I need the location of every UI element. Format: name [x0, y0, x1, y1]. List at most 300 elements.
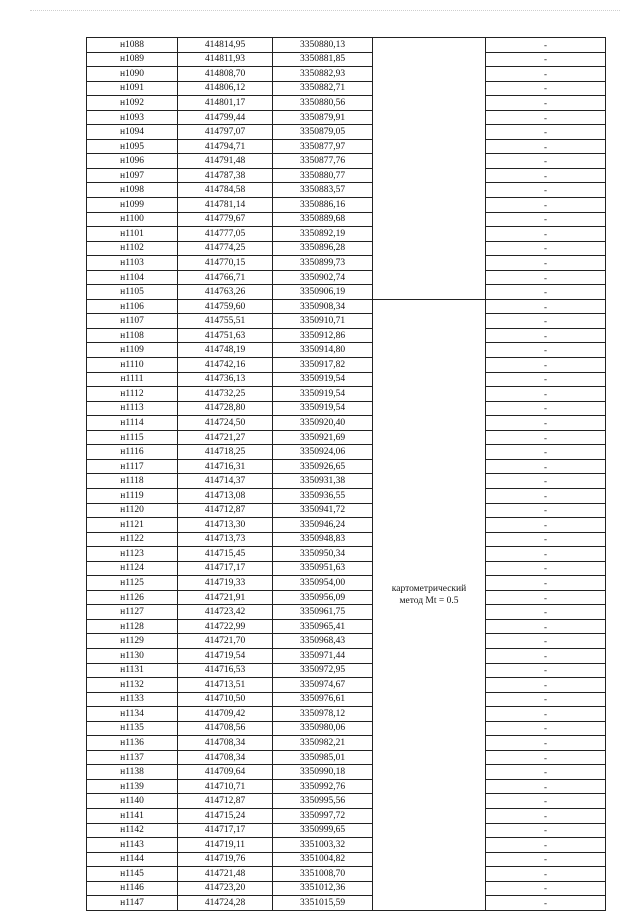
y-coordinate-cell: 3350899,73: [273, 256, 373, 271]
y-coordinate-cell: 3350877,76: [273, 154, 373, 169]
table-row: [87, 779, 606, 794]
accuracy-cell: -: [486, 81, 606, 96]
y-coordinate-cell: 3350936,55: [273, 488, 373, 503]
accuracy-cell: -: [486, 38, 606, 53]
point-id-cell: н1102: [87, 241, 178, 256]
table-row: [87, 430, 606, 445]
x-coordinate-cell: 414708,34: [178, 750, 273, 765]
accuracy-cell: -: [486, 576, 606, 591]
method-cell-empty: [373, 38, 486, 300]
table-row: [87, 401, 606, 416]
accuracy-cell: -: [486, 678, 606, 693]
table-row: [87, 139, 606, 154]
y-coordinate-cell: 3350906,19: [273, 285, 373, 300]
accuracy-cell: -: [486, 387, 606, 402]
point-id-cell: н1143: [87, 838, 178, 853]
table-row: [87, 823, 606, 838]
accuracy-cell: -: [486, 343, 606, 358]
y-coordinate-cell: 3350948,83: [273, 532, 373, 547]
y-coordinate-cell: 3350972,95: [273, 663, 373, 678]
accuracy-cell: -: [486, 270, 606, 285]
y-coordinate-cell: 3350912,86: [273, 328, 373, 343]
accuracy-cell: -: [486, 736, 606, 751]
table-row: [87, 750, 606, 765]
y-coordinate-cell: 3350982,21: [273, 736, 373, 751]
point-id-cell: н1106: [87, 299, 178, 314]
accuracy-cell: -: [486, 605, 606, 620]
accuracy-cell: -: [486, 808, 606, 823]
y-coordinate-cell: 3351015,59: [273, 896, 373, 911]
y-coordinate-cell: 3350920,40: [273, 416, 373, 431]
point-id-cell: н1119: [87, 488, 178, 503]
accuracy-cell: -: [486, 299, 606, 314]
y-coordinate-cell: 3350992,76: [273, 779, 373, 794]
table-row: [87, 488, 606, 503]
point-id-cell: н1145: [87, 867, 178, 882]
point-id-cell: н1122: [87, 532, 178, 547]
point-id-cell: н1129: [87, 634, 178, 649]
point-id-cell: н1095: [87, 139, 178, 154]
y-coordinate-cell: 3350882,93: [273, 67, 373, 82]
point-id-cell: н1124: [87, 561, 178, 576]
point-id-cell: н1146: [87, 881, 178, 896]
y-coordinate-cell: 3350950,34: [273, 547, 373, 562]
point-id-cell: н1142: [87, 823, 178, 838]
table-row: [87, 212, 606, 227]
method-description: картометрический метод Mt = 0.5: [391, 583, 467, 606]
accuracy-cell: -: [486, 779, 606, 794]
point-id-cell: н1092: [87, 96, 178, 111]
point-id-cell: н1135: [87, 721, 178, 736]
point-id-cell: н1111: [87, 372, 178, 387]
point-id-cell: н1103: [87, 256, 178, 271]
y-coordinate-cell: 3350931,38: [273, 474, 373, 489]
accuracy-cell: -: [486, 838, 606, 853]
point-id-cell: н1089: [87, 52, 178, 67]
accuracy-cell: -: [486, 241, 606, 256]
x-coordinate-cell: 414713,30: [178, 518, 273, 533]
accuracy-cell: -: [486, 823, 606, 838]
x-coordinate-cell: 414748,19: [178, 343, 273, 358]
point-id-cell: н1100: [87, 212, 178, 227]
table-row: [87, 270, 606, 285]
accuracy-cell: -: [486, 154, 606, 169]
y-coordinate-cell: 3350917,82: [273, 358, 373, 373]
table-row: [87, 81, 606, 96]
y-coordinate-cell: 3350877,97: [273, 139, 373, 154]
y-coordinate-cell: 3351004,82: [273, 852, 373, 867]
x-coordinate-cell: 414742,16: [178, 358, 273, 373]
accuracy-cell: -: [486, 488, 606, 503]
y-coordinate-cell: 3350990,18: [273, 765, 373, 780]
point-id-cell: н1136: [87, 736, 178, 751]
accuracy-cell: -: [486, 110, 606, 125]
table-row: [87, 241, 606, 256]
x-coordinate-cell: 414799,44: [178, 110, 273, 125]
table-row: [87, 125, 606, 140]
x-coordinate-cell: 414787,38: [178, 168, 273, 183]
x-coordinate-cell: 414724,28: [178, 896, 273, 911]
y-coordinate-cell: 3350886,16: [273, 198, 373, 213]
table-row: [87, 328, 606, 343]
accuracy-cell: -: [486, 561, 606, 576]
point-id-cell: н1132: [87, 678, 178, 693]
table-row: [87, 765, 606, 780]
accuracy-cell: -: [486, 648, 606, 663]
accuracy-cell: -: [486, 459, 606, 474]
point-id-cell: н1134: [87, 707, 178, 722]
accuracy-cell: -: [486, 285, 606, 300]
y-coordinate-cell: 3350880,13: [273, 38, 373, 53]
y-coordinate-cell: 3350914,80: [273, 343, 373, 358]
x-coordinate-cell: 414721,27: [178, 430, 273, 445]
point-id-cell: н1113: [87, 401, 178, 416]
accuracy-cell: -: [486, 765, 606, 780]
x-coordinate-cell: 414759,60: [178, 299, 273, 314]
table-row: [87, 663, 606, 678]
point-id-cell: н1133: [87, 692, 178, 707]
table-row: [87, 416, 606, 431]
x-coordinate-cell: 414713,51: [178, 678, 273, 693]
x-coordinate-cell: 414719,76: [178, 852, 273, 867]
table-row: [87, 721, 606, 736]
accuracy-cell: -: [486, 430, 606, 445]
x-coordinate-cell: 414736,13: [178, 372, 273, 387]
accuracy-cell: -: [486, 474, 606, 489]
accuracy-cell: -: [486, 401, 606, 416]
point-id-cell: н1140: [87, 794, 178, 809]
point-id-cell: н1125: [87, 576, 178, 591]
accuracy-cell: -: [486, 416, 606, 431]
point-id-cell: н1130: [87, 648, 178, 663]
point-id-cell: н1088: [87, 38, 178, 53]
point-id-cell: н1123: [87, 547, 178, 562]
table-row: [87, 634, 606, 649]
x-coordinate-cell: 414709,42: [178, 707, 273, 722]
x-coordinate-cell: 414724,50: [178, 416, 273, 431]
x-coordinate-cell: 414755,51: [178, 314, 273, 329]
x-coordinate-cell: 414781,14: [178, 198, 273, 213]
x-coordinate-cell: 414784,58: [178, 183, 273, 198]
point-id-cell: н1138: [87, 765, 178, 780]
x-coordinate-cell: 414777,05: [178, 227, 273, 242]
x-coordinate-cell: 414801,17: [178, 96, 273, 111]
table-row: [87, 576, 606, 591]
y-coordinate-cell: 3350879,05: [273, 125, 373, 140]
x-coordinate-cell: 414712,87: [178, 503, 273, 518]
table-row: [87, 343, 606, 358]
x-coordinate-cell: 414797,07: [178, 125, 273, 140]
table-row: [87, 867, 606, 882]
y-coordinate-cell: 3351012,36: [273, 881, 373, 896]
point-id-cell: н1094: [87, 125, 178, 140]
method-cell: [373, 299, 486, 910]
point-id-cell: н1118: [87, 474, 178, 489]
point-id-cell: н1093: [87, 110, 178, 125]
table-row: [87, 256, 606, 271]
accuracy-cell: -: [486, 663, 606, 678]
table-row: [87, 518, 606, 533]
point-id-cell: н1117: [87, 459, 178, 474]
x-coordinate-cell: 414713,73: [178, 532, 273, 547]
table-row: [87, 168, 606, 183]
point-id-cell: н1141: [87, 808, 178, 823]
accuracy-cell: -: [486, 198, 606, 213]
y-coordinate-cell: 3350926,65: [273, 459, 373, 474]
y-coordinate-cell: 3350974,67: [273, 678, 373, 693]
y-coordinate-cell: 3350892,19: [273, 227, 373, 242]
table-row: [87, 285, 606, 300]
y-coordinate-cell: 3350881,85: [273, 52, 373, 67]
point-id-cell: н1131: [87, 663, 178, 678]
accuracy-cell: -: [486, 96, 606, 111]
point-id-cell: н1105: [87, 285, 178, 300]
y-coordinate-cell: 3350997,72: [273, 808, 373, 823]
table-row: [87, 227, 606, 242]
y-coordinate-cell: 3350999,65: [273, 823, 373, 838]
scan-header-noise: [30, 10, 620, 14]
table-row: [87, 590, 606, 605]
accuracy-cell: -: [486, 634, 606, 649]
y-coordinate-cell: 3351003,32: [273, 838, 373, 853]
x-coordinate-cell: 414774,25: [178, 241, 273, 256]
x-coordinate-cell: 414712,87: [178, 794, 273, 809]
accuracy-cell: -: [486, 750, 606, 765]
table-row: [87, 474, 606, 489]
y-coordinate-cell: 3350978,12: [273, 707, 373, 722]
x-coordinate-cell: 414722,99: [178, 619, 273, 634]
table-row: [87, 445, 606, 460]
accuracy-cell: -: [486, 721, 606, 736]
y-coordinate-cell: 3350919,54: [273, 387, 373, 402]
x-coordinate-cell: 414708,34: [178, 736, 273, 751]
x-coordinate-cell: 414717,17: [178, 823, 273, 838]
point-id-cell: н1101: [87, 227, 178, 242]
accuracy-cell: -: [486, 183, 606, 198]
y-coordinate-cell: 3350954,00: [273, 576, 373, 591]
y-coordinate-cell: 3350921,69: [273, 430, 373, 445]
x-coordinate-cell: 414723,42: [178, 605, 273, 620]
y-coordinate-cell: 3350882,71: [273, 81, 373, 96]
x-coordinate-cell: 414717,17: [178, 561, 273, 576]
accuracy-cell: -: [486, 372, 606, 387]
x-coordinate-cell: 414719,54: [178, 648, 273, 663]
accuracy-cell: -: [486, 256, 606, 271]
accuracy-cell: -: [486, 881, 606, 896]
y-coordinate-cell: 3350902,74: [273, 270, 373, 285]
point-id-cell: н1139: [87, 779, 178, 794]
point-id-cell: н1108: [87, 328, 178, 343]
point-id-cell: н1137: [87, 750, 178, 765]
table-row: [87, 736, 606, 751]
table-row: [87, 96, 606, 111]
y-coordinate-cell: 3350976,61: [273, 692, 373, 707]
point-id-cell: н1116: [87, 445, 178, 460]
table-row: [87, 154, 606, 169]
table-row: [87, 678, 606, 693]
accuracy-cell: -: [486, 590, 606, 605]
y-coordinate-cell: 3350956,09: [273, 590, 373, 605]
table-row: [87, 707, 606, 722]
x-coordinate-cell: 414721,48: [178, 867, 273, 882]
table-row: [87, 52, 606, 67]
accuracy-cell: -: [486, 328, 606, 343]
y-coordinate-cell: 3350889,68: [273, 212, 373, 227]
accuracy-cell: -: [486, 67, 606, 82]
accuracy-cell: -: [486, 358, 606, 373]
x-coordinate-cell: 414811,93: [178, 52, 273, 67]
y-coordinate-cell: 3350985,01: [273, 750, 373, 765]
table-row: [87, 838, 606, 853]
table-row: [87, 794, 606, 809]
table-row: [87, 314, 606, 329]
accuracy-cell: -: [486, 139, 606, 154]
accuracy-cell: -: [486, 212, 606, 227]
y-coordinate-cell: 3350941,72: [273, 503, 373, 518]
x-coordinate-cell: 414716,31: [178, 459, 273, 474]
table-row: [87, 503, 606, 518]
point-id-cell: н1097: [87, 168, 178, 183]
y-coordinate-cell: 3350980,06: [273, 721, 373, 736]
y-coordinate-cell: 3350924,06: [273, 445, 373, 460]
table-row: [87, 299, 606, 314]
point-id-cell: н1128: [87, 619, 178, 634]
accuracy-cell: -: [486, 445, 606, 460]
point-id-cell: н1114: [87, 416, 178, 431]
x-coordinate-cell: 414779,67: [178, 212, 273, 227]
accuracy-cell: -: [486, 314, 606, 329]
x-coordinate-cell: 414715,45: [178, 547, 273, 562]
table-row: [87, 67, 606, 82]
accuracy-cell: -: [486, 125, 606, 140]
table-row: [87, 852, 606, 867]
x-coordinate-cell: 414794,71: [178, 139, 273, 154]
x-coordinate-cell: 414766,71: [178, 270, 273, 285]
accuracy-cell: -: [486, 503, 606, 518]
y-coordinate-cell: 3350961,75: [273, 605, 373, 620]
coordinates-table-body: [87, 38, 606, 911]
x-coordinate-cell: 414791,48: [178, 154, 273, 169]
y-coordinate-cell: 3351008,70: [273, 867, 373, 882]
x-coordinate-cell: 414751,63: [178, 328, 273, 343]
x-coordinate-cell: 414719,33: [178, 576, 273, 591]
accuracy-cell: -: [486, 168, 606, 183]
x-coordinate-cell: 414728,80: [178, 401, 273, 416]
table-row: [87, 387, 606, 402]
x-coordinate-cell: 414715,24: [178, 808, 273, 823]
table-row: [87, 532, 606, 547]
y-coordinate-cell: 3350951,63: [273, 561, 373, 576]
y-coordinate-cell: 3350965,41: [273, 619, 373, 634]
accuracy-cell: -: [486, 532, 606, 547]
point-id-cell: н1090: [87, 67, 178, 82]
y-coordinate-cell: 3350995,56: [273, 794, 373, 809]
x-coordinate-cell: 414806,12: [178, 81, 273, 96]
accuracy-cell: -: [486, 692, 606, 707]
point-id-cell: н1107: [87, 314, 178, 329]
x-coordinate-cell: 414710,71: [178, 779, 273, 794]
point-id-cell: н1144: [87, 852, 178, 867]
y-coordinate-cell: 3350910,71: [273, 314, 373, 329]
x-coordinate-cell: 414713,08: [178, 488, 273, 503]
x-coordinate-cell: 414714,37: [178, 474, 273, 489]
accuracy-cell: -: [486, 852, 606, 867]
table-row: [87, 692, 606, 707]
accuracy-cell: -: [486, 227, 606, 242]
table-row: [87, 459, 606, 474]
x-coordinate-cell: 414708,56: [178, 721, 273, 736]
accuracy-cell: -: [486, 867, 606, 882]
x-coordinate-cell: 414710,50: [178, 692, 273, 707]
point-id-cell: н1121: [87, 518, 178, 533]
y-coordinate-cell: 3350919,54: [273, 372, 373, 387]
x-coordinate-cell: 414718,25: [178, 445, 273, 460]
table-row: [87, 110, 606, 125]
table-row: [87, 648, 606, 663]
accuracy-cell: -: [486, 707, 606, 722]
x-coordinate-cell: 414732,25: [178, 387, 273, 402]
table-row: [87, 605, 606, 620]
x-coordinate-cell: 414814,95: [178, 38, 273, 53]
point-id-cell: н1112: [87, 387, 178, 402]
y-coordinate-cell: 3350879,91: [273, 110, 373, 125]
point-id-cell: н1109: [87, 343, 178, 358]
table-row: [87, 619, 606, 634]
table-row: [87, 896, 606, 911]
x-coordinate-cell: 414709,64: [178, 765, 273, 780]
point-id-cell: н1104: [87, 270, 178, 285]
accuracy-cell: -: [486, 619, 606, 634]
y-coordinate-cell: 3350946,24: [273, 518, 373, 533]
x-coordinate-cell: 414721,70: [178, 634, 273, 649]
y-coordinate-cell: 3350908,34: [273, 299, 373, 314]
accuracy-cell: -: [486, 52, 606, 67]
point-id-cell: н1110: [87, 358, 178, 373]
x-coordinate-cell: 414770,15: [178, 256, 273, 271]
point-id-cell: н1115: [87, 430, 178, 445]
y-coordinate-cell: 3350880,77: [273, 168, 373, 183]
point-id-cell: н1120: [87, 503, 178, 518]
x-coordinate-cell: 414719,11: [178, 838, 273, 853]
point-id-cell: н1147: [87, 896, 178, 911]
table-row: [87, 358, 606, 373]
accuracy-cell: -: [486, 794, 606, 809]
table-row: [87, 881, 606, 896]
y-coordinate-cell: 3350919,54: [273, 401, 373, 416]
coordinates-table: [86, 37, 606, 911]
point-id-cell: н1099: [87, 198, 178, 213]
table-row: [87, 547, 606, 562]
x-coordinate-cell: 414721,91: [178, 590, 273, 605]
x-coordinate-cell: 414808,70: [178, 67, 273, 82]
y-coordinate-cell: 3350896,28: [273, 241, 373, 256]
y-coordinate-cell: 3350880,56: [273, 96, 373, 111]
table-row: [87, 198, 606, 213]
table-row: [87, 38, 606, 53]
point-id-cell: н1126: [87, 590, 178, 605]
y-coordinate-cell: 3350883,57: [273, 183, 373, 198]
point-id-cell: н1098: [87, 183, 178, 198]
point-id-cell: н1127: [87, 605, 178, 620]
accuracy-cell: -: [486, 896, 606, 911]
table-row: [87, 808, 606, 823]
x-coordinate-cell: 414723,20: [178, 881, 273, 896]
y-coordinate-cell: 3350971,44: [273, 648, 373, 663]
x-coordinate-cell: 414763,26: [178, 285, 273, 300]
accuracy-cell: -: [486, 518, 606, 533]
table-row: [87, 372, 606, 387]
table-row: [87, 183, 606, 198]
